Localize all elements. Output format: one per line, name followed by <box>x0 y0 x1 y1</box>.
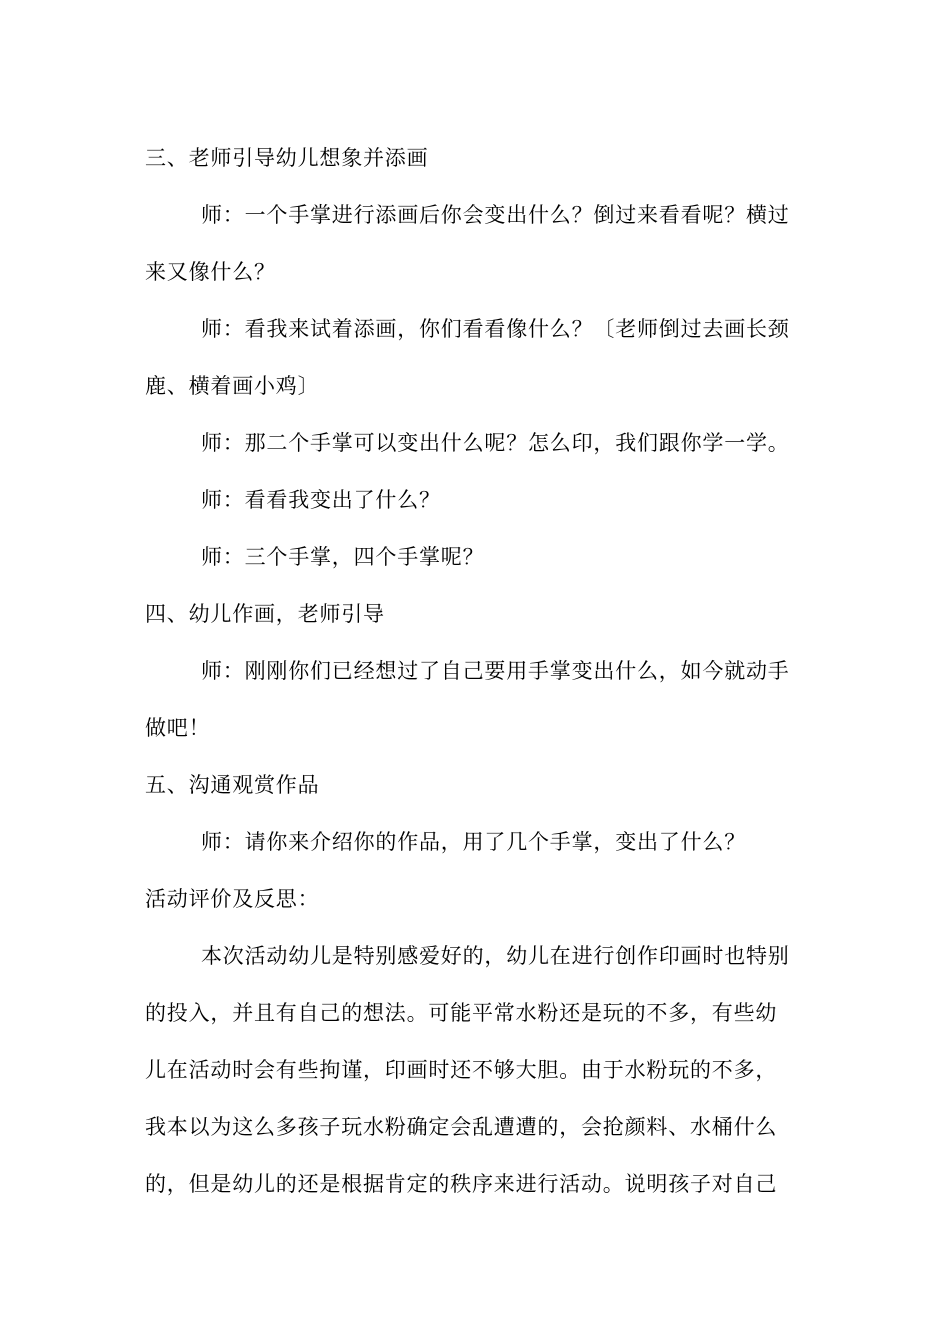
paragraph-line: 鹿、横着画小鸡〕 <box>145 374 320 398</box>
section-heading-5: 五、沟通观赏作品 <box>145 773 320 797</box>
paragraph-line: 师：三个手掌，四个手掌呢？ <box>201 545 485 569</box>
paragraph-line: 我本以为这么多孩子玩水粉确定会乱遭遭的，会抢颜料、水桶什么 <box>145 1115 778 1139</box>
paragraph-line: 儿在活动时会有些拘谨，印画时还不够大胆。由于水粉玩的不多， <box>145 1058 778 1082</box>
reflection-heading: 活动评价及反思： <box>145 887 320 911</box>
paragraph-line: 的，但是幼儿的还是根据肯定的秩序来进行活动。说明孩子对自己 <box>145 1172 778 1196</box>
paragraph-line: 本次活动幼儿是特别感爱好的，幼儿在进行创作印画时也特别 <box>201 944 790 968</box>
section-heading-3: 三、老师引导幼儿想象并添画 <box>145 146 429 170</box>
paragraph-line: 做吧！ <box>145 716 211 740</box>
paragraph-line: 师：一个手掌进行添画后你会变出什么？倒过来看看呢？横过 <box>201 203 790 227</box>
paragraph-line: 师：那二个手掌可以变出什么呢？怎么印，我们跟你学一学。 <box>201 431 790 455</box>
paragraph-line: 师：请你来介绍你的作品，用了几个手掌，变出了什么？ <box>201 830 746 854</box>
paragraph-line: 师：看我来试着添画，你们看看像什么？〔老师倒过去画长颈 <box>201 317 790 341</box>
paragraph-line: 的投入，并且有自己的想法。可能平常水粉还是玩的不多，有些幼 <box>145 1001 778 1025</box>
paragraph-line: 师：刚刚你们已经想过了自己要用手掌变出什么，如今就动手 <box>201 659 790 683</box>
paragraph-line: 师：看看我变出了什么？ <box>201 488 441 512</box>
paragraph-line: 来又像什么？ <box>145 260 276 284</box>
section-heading-4: 四、幼儿作画，老师引导 <box>145 602 385 626</box>
document-page <box>145 130 810 1213</box>
